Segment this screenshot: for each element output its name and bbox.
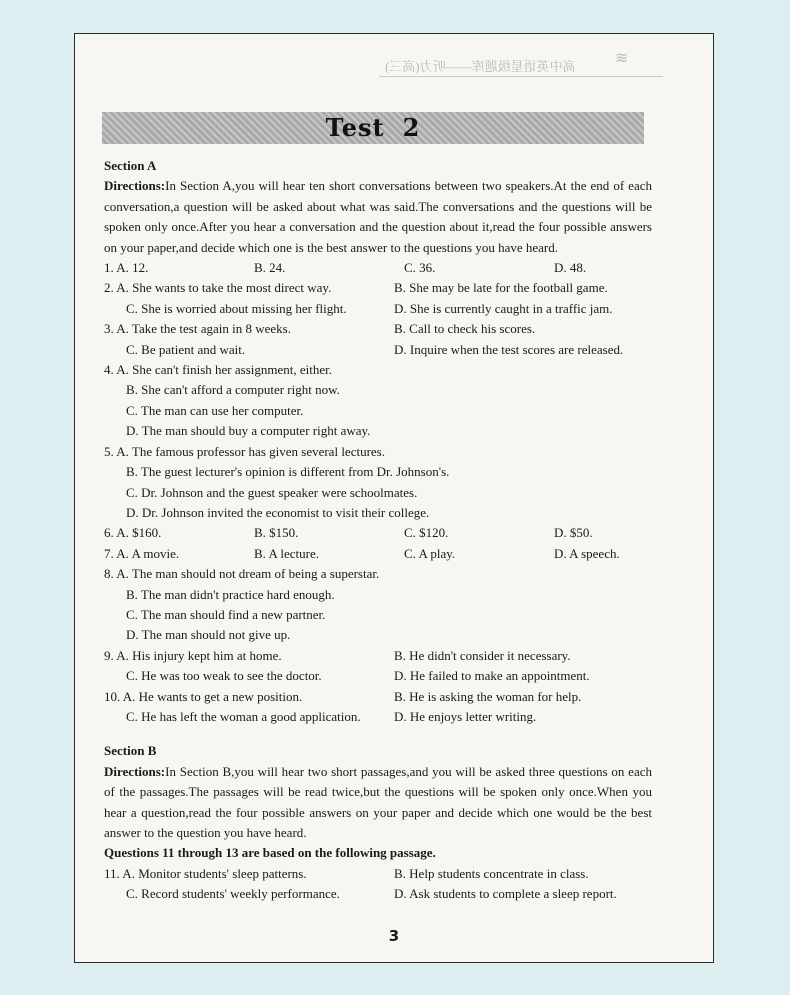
- q3-option-a: 3. A. Take the test again in 8 weeks.: [104, 321, 291, 337]
- q11-option-c: C. Record students' weekly performance.: [126, 886, 340, 902]
- q8-option-d: D. The man should not give up.: [126, 627, 291, 643]
- q10-option-c: C. He has left the woman a good application.: [126, 708, 361, 724]
- q5-option-b: B. The guest lecturer's opinion is different from Dr. Johnson's.: [126, 464, 450, 480]
- section-b-directions: [104, 762, 652, 844]
- q4-option-a: 4. A. She can't finish her assignment, either.: [104, 362, 332, 378]
- running-header: 高中英语星级题库——听力(高三): [385, 59, 576, 74]
- q6-option-c: C. $120.: [404, 525, 449, 541]
- q10-option-a: 10. A. He wants to get a new position.: [104, 688, 303, 704]
- q1-option-b: B. 24.: [254, 260, 286, 276]
- question-2: [104, 278, 652, 319]
- q5-option-d: D. Dr. Johnson invited the economist to visit their college.: [126, 504, 430, 520]
- q7-option-d: D. A speech.: [554, 545, 620, 561]
- q2-option-b: B. She may be late for the football game.: [394, 280, 608, 296]
- directions-label: Directions:: [104, 178, 166, 194]
- q1-option-a: 1. A. 12.: [104, 260, 149, 276]
- question-1: [104, 258, 652, 278]
- q9-option-d: D. He failed to make an appointment.: [394, 668, 590, 684]
- q5-option-c: C. Dr. Johnson and the guest speaker were schoolmates.: [126, 484, 418, 500]
- question-3: [104, 319, 652, 360]
- q7-option-b: B. A lecture.: [254, 545, 319, 561]
- page-number: 3: [388, 927, 400, 945]
- section-a-directions: [104, 176, 652, 258]
- q4-option-d: D. The man should buy a computer right away.: [126, 423, 371, 439]
- q8-option-b: B. The man didn't practice hard enough.: [126, 586, 335, 602]
- question-5: [104, 442, 652, 524]
- section-b-title: Section B: [104, 743, 157, 759]
- q9-option-a: 9. A. His injury kept him at home.: [104, 647, 282, 663]
- question-10: [104, 687, 652, 728]
- q4-option-c: C. The man can use her computer.: [126, 402, 304, 418]
- question-4: [104, 360, 652, 442]
- directions-text: In Section A,you will hear ten short conversations between two speakers.At the end of each conversation,a question will be asked about what was said.The conversations and the questions will be spoken only once.After you hear a conversation and the question about it,read the four possible answers on your paper,and decide which one is the best answer to the questions you have heard.: [104, 178, 652, 255]
- test-title-band: [102, 112, 644, 144]
- question-7: [104, 544, 652, 564]
- page-content: [104, 156, 652, 905]
- header-rule: [379, 76, 663, 77]
- q10-option-b: B. He is asking the woman for help.: [394, 688, 582, 704]
- q2-option-d: D. She is currently caught in a traffic jam.: [394, 300, 613, 316]
- q11-option-b: B. Help students concentrate in class.: [394, 865, 589, 881]
- q6-option-b: B. $150.: [254, 525, 299, 541]
- directions-text: In Section B,you will hear two short passages,and you will be asked three questions on each of the passages.The passages will be read twice,but the questions will be spoken only once.When you hear a question,read the four possible answers on your paper and decide which one would be the best answer to the question you have heard.: [104, 763, 652, 840]
- q6-option-a: 6. A. $160.: [104, 525, 162, 541]
- q11-option-d: D. Ask students to complete a sleep report.: [394, 886, 617, 902]
- question-8: [104, 564, 652, 646]
- book-logo-icon: ≋: [615, 50, 629, 67]
- question-6: [104, 523, 652, 543]
- q3-option-b: B. Call to check his scores.: [394, 321, 536, 337]
- test-title-word: Test: [325, 113, 385, 142]
- q1-option-c: C. 36.: [404, 260, 436, 276]
- q3-option-c: C. Be patient and wait.: [126, 341, 246, 357]
- q6-option-d: D. $50.: [554, 525, 593, 541]
- q5-option-a: 5. A. The famous professor has given several lectures.: [104, 443, 385, 459]
- section-gap: [104, 727, 652, 741]
- question-11: [104, 864, 652, 905]
- book-page: [74, 33, 714, 963]
- q8-option-c: C. The man should find a new partner.: [126, 606, 326, 622]
- q3-option-d: D. Inquire when the test scores are released.: [394, 341, 624, 357]
- q9-option-c: C. He was too weak to see the doctor.: [126, 668, 322, 684]
- question-group-heading: Questions 11 through 13 are based on the following passage.: [104, 845, 436, 861]
- q2-option-a: 2. A. She wants to take the most direct way.: [104, 280, 332, 296]
- q8-option-a: 8. A. The man should not dream of being a superstar.: [104, 566, 380, 582]
- q10-option-d: D. He enjoys letter writing.: [394, 708, 537, 724]
- section-a-title: Section A: [104, 158, 157, 173]
- q7-option-c: C. A play.: [404, 545, 456, 561]
- q1-option-d: D. 48.: [554, 260, 587, 276]
- q4-option-b: B. She can't afford a computer right now.: [126, 382, 340, 398]
- q11-option-a: 11. A. Monitor students' sleep patterns.: [104, 865, 307, 881]
- q7-option-a: 7. A. A movie.: [104, 545, 180, 561]
- q2-option-c: C. She is worried about missing her flight.: [126, 300, 347, 316]
- test-title-number: 2: [402, 113, 421, 142]
- q9-option-b: B. He didn't consider it necessary.: [394, 647, 571, 663]
- question-9: [104, 646, 652, 687]
- directions-label: Directions:: [104, 763, 166, 779]
